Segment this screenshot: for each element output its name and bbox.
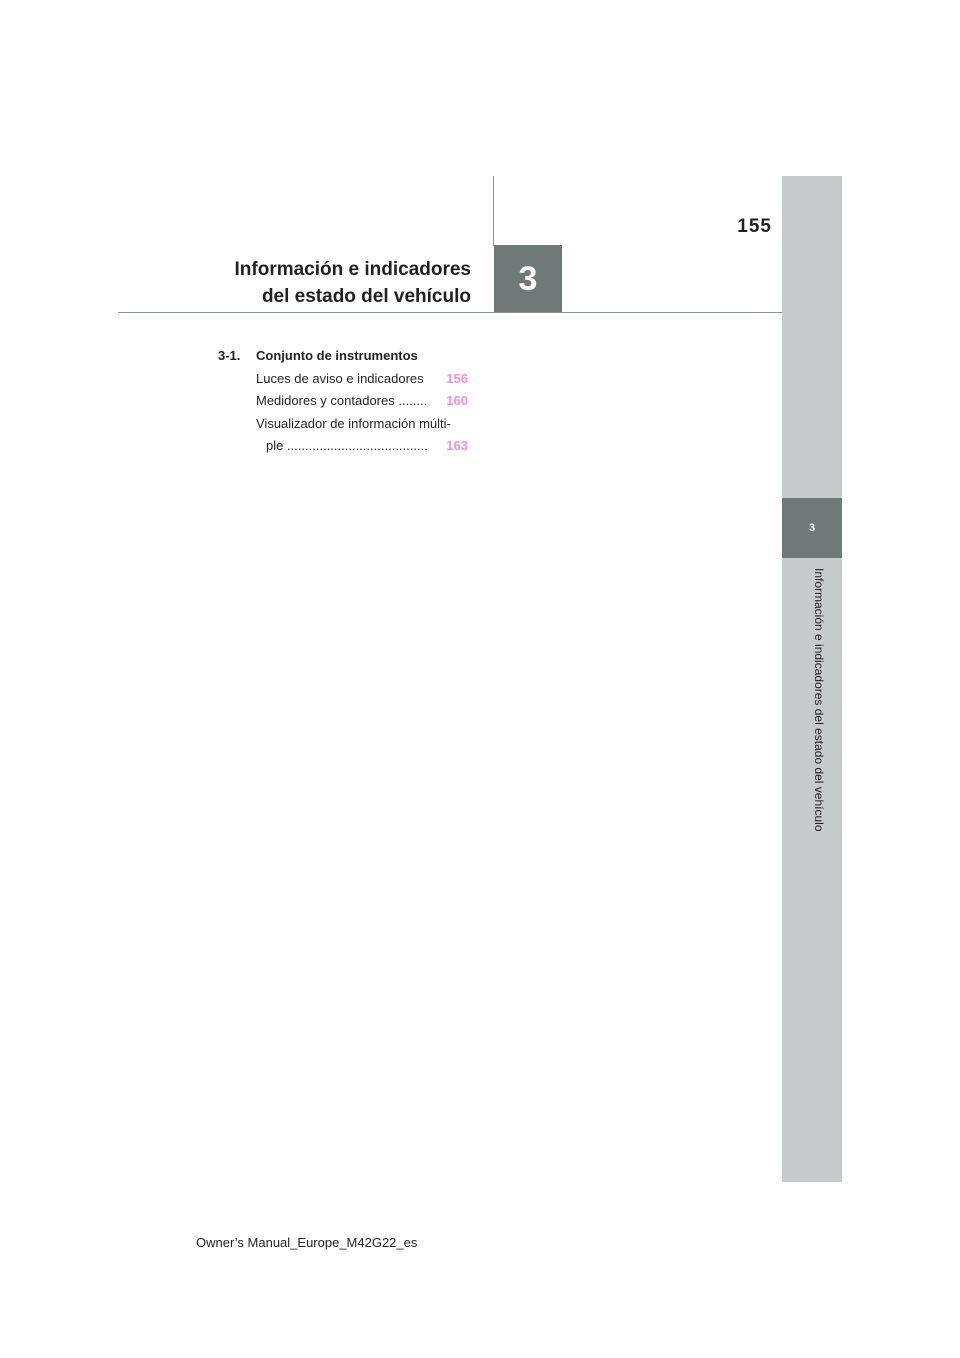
chapter-title xyxy=(235,256,472,310)
chapter-number: 3 xyxy=(518,259,538,298)
toc-entry-label-line2: ple ....................................... xyxy=(266,438,428,453)
header-divider-horizontal xyxy=(118,312,782,313)
side-chapter-tab[interactable] xyxy=(782,498,842,558)
chapter-number-box xyxy=(494,245,562,313)
toc-entry-label-line1: Visualizador de información múlti- xyxy=(256,415,451,431)
toc-entry[interactable] xyxy=(218,390,468,413)
toc-entry-label: Luces de aviso e indicadores xyxy=(256,370,424,386)
table-of-contents xyxy=(218,345,468,458)
side-chapter-label: Información e indicadores del estado del vehículo xyxy=(812,568,826,832)
toc-section-number: 3-1. xyxy=(218,348,241,363)
toc-section-heading xyxy=(218,345,468,368)
page-number: 155 xyxy=(737,216,772,237)
toc-entry-page-link[interactable]: 156 xyxy=(446,370,468,386)
toc-entry[interactable] xyxy=(218,435,468,458)
toc-section-title: Conjunto de instrumentos xyxy=(256,348,418,363)
chapter-title-line2: del estado del vehículo xyxy=(261,286,471,307)
chapter-title-line1: Información e indicadores xyxy=(234,259,471,280)
footer-manual-id: Owner’s Manual_Europe_M42G22_es xyxy=(196,1235,418,1250)
toc-entry-page-link[interactable]: 163 xyxy=(446,438,468,453)
side-tab-number: 3 xyxy=(808,522,816,534)
header-divider-vertical xyxy=(493,176,494,246)
toc-entry-page-link[interactable]: 160 xyxy=(446,393,468,408)
toc-entry-label: Medidores y contadores ........ xyxy=(256,393,428,408)
toc-entry[interactable] xyxy=(218,368,468,391)
